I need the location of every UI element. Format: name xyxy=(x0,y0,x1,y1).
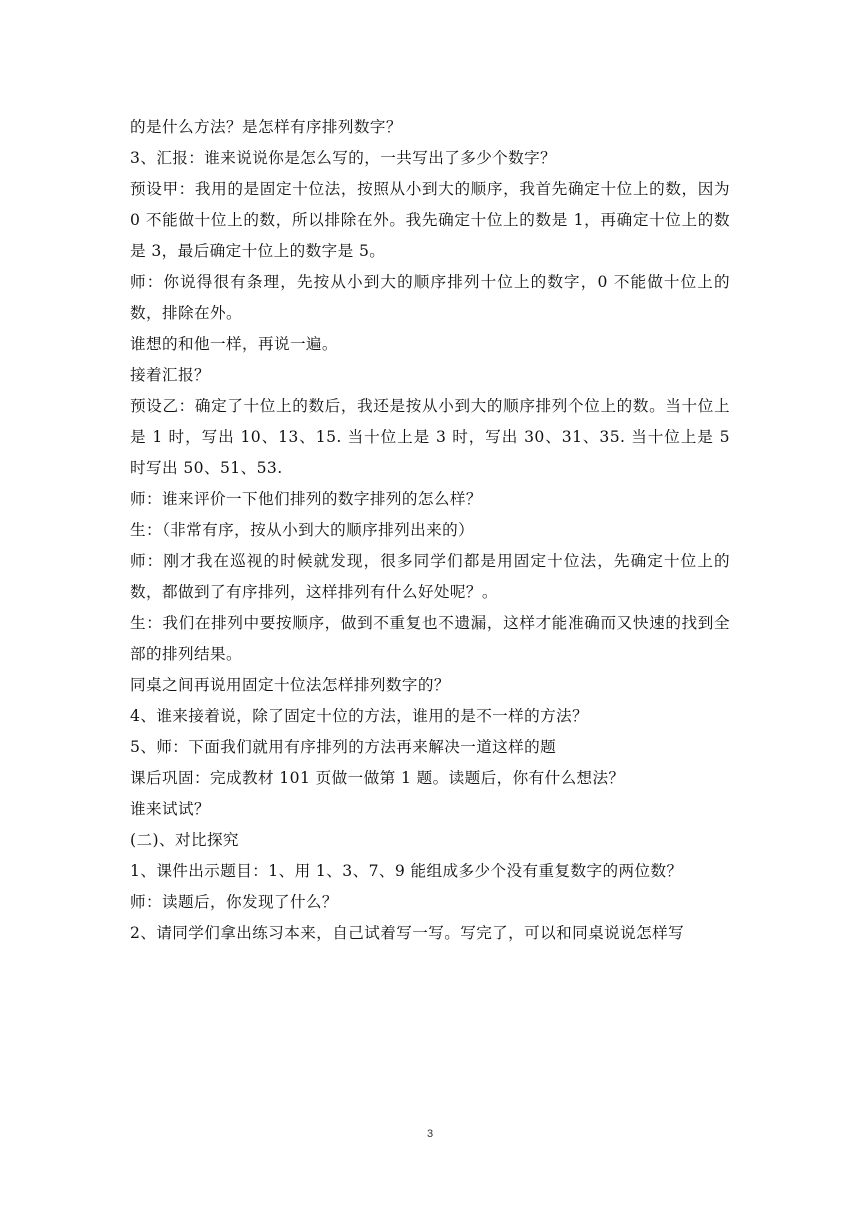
paragraph-preset-b: 预设乙：确定了十位上的数后，我还是按从小到大的顺序排列个位上的数。当十位上是 1 时，写出 10、13、15. 当十位上是 3 时，写出 30、31、35. 当十位上是 5 时写出 50、51、53. xyxy=(130,397,730,477)
paragraph-deskmate-discussion: 同桌之间再说用固定十位法怎样排列数字的？ xyxy=(130,676,450,694)
paragraph-courseware-problem: 1、课件出示题目：1、用 1、3、7、9 能组成多少个没有重复数字的两位数？ xyxy=(130,862,683,880)
paragraph-preset-a: 预设甲：我用的是固定十位法，按照从小到大的顺序，我首先确定十位上的数，因为 0 不能做十位上的数，所以排除在外。我先确定十位上的数是 1，再确定十位上的数是 3，最后确定十位上的数字是 5。 xyxy=(130,180,730,260)
paragraph-report-question: 3、汇报：谁来说说你是怎么写的，一共写出了多少个数字？ xyxy=(130,149,557,167)
paragraph-method-question: 的是什么方法？是怎样有序排列数字？ xyxy=(130,118,402,136)
paragraph-same-idea: 谁想的和他一样，再说一遍。 xyxy=(130,335,338,353)
paragraph-consolidation: 课后巩固：完成教材 101 页做一做第 1 题。读题后，你有什么想法？ xyxy=(130,769,625,787)
paragraph-teacher-discovery: 师：读题后，你发现了什么？ xyxy=(130,893,338,911)
paragraph-teacher-observation: 师：刚才我在巡视的时候就发现，很多同学们都是用固定十位法，先确定十位上的数，都做到了有序排列，这样排列有什么好处呢？。 xyxy=(130,552,730,601)
page-body xyxy=(130,112,730,949)
paragraph-teacher-evaluate: 师：谁来评价一下他们排列的数字排列的怎么样？ xyxy=(130,490,482,508)
page-number: 3 xyxy=(426,1128,434,1140)
paragraph-student-benefit: 生：我们在排列中要按顺序，做到不重复也不遗漏，这样才能准确而又快速的找到全部的排列结果。 xyxy=(130,614,730,663)
paragraph-other-method: 4、谁来接着说，除了固定十位的方法，谁用的是不一样的方法？ xyxy=(130,707,589,725)
paragraph-student-answer: 生：（非常有序，按从小到大的顺序排列出来的） xyxy=(130,521,475,539)
paragraph-practice-writing: 2、请同学们拿出练习本来，自己试着写一写。写完了，可以和同桌说说怎样写 xyxy=(130,924,685,942)
paragraph-who-tries: 谁来试试？ xyxy=(130,800,210,818)
paragraph-continue-report: 接着汇报？ xyxy=(130,366,210,384)
paragraph-next-problem: 5、师：下面我们就用有序排列的方法再来解决一道这样的题 xyxy=(130,738,557,756)
paragraph-teacher-comment: 师：你说得很有条理，先按从小到大的顺序排列十位上的数字，0 不能做十位上的数，排除在外。 xyxy=(130,273,730,322)
section-heading-comparison: (二)、对比探究 xyxy=(130,831,239,849)
